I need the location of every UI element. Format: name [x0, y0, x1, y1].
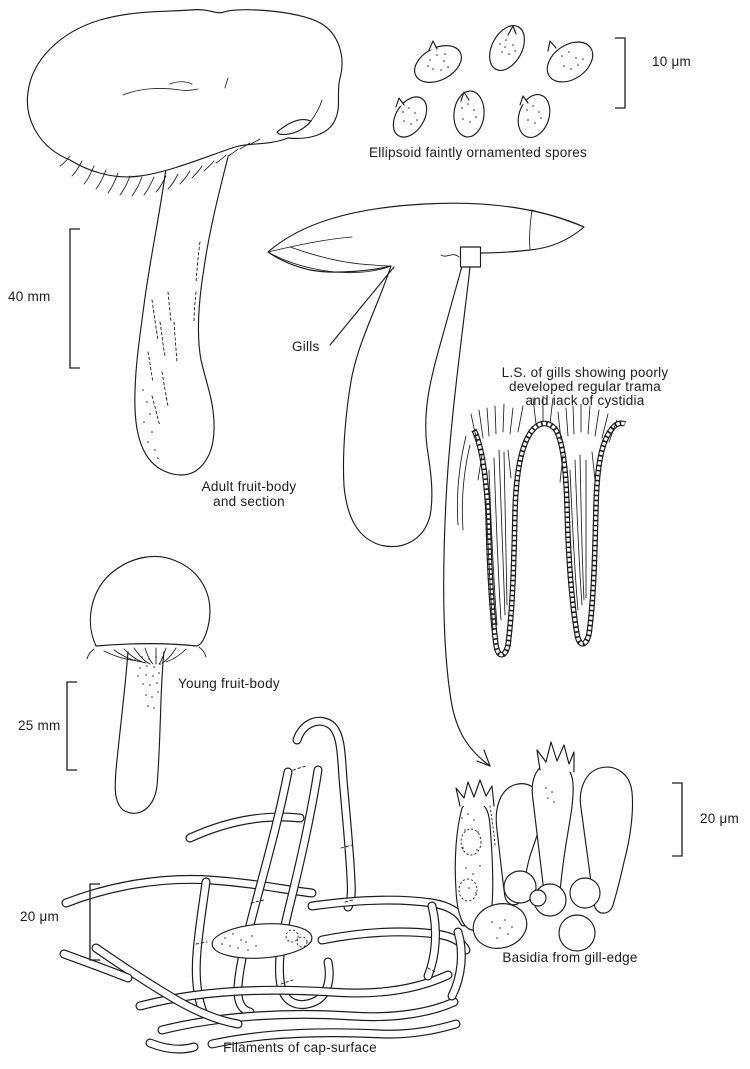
young-scale-bracket — [67, 682, 77, 770]
adult-scale-label: 40 mm — [8, 289, 51, 304]
ls-caption-line2: developed regular trama — [508, 379, 662, 394]
gills-label: Gills — [292, 339, 320, 354]
spores-drawing — [386, 20, 600, 143]
arrow-to-basidia — [444, 267, 490, 766]
young-scale-label: 25 mm — [18, 718, 61, 733]
adult-caption-line1: Adult fruit-body — [201, 479, 297, 494]
basidia-scale-label: 20 μm — [700, 811, 740, 826]
spores-scale-bracket — [615, 38, 625, 108]
sample-square-marker — [461, 247, 481, 267]
filaments-caption: Filaments of cap-surface — [223, 1040, 377, 1055]
young-caption: Young fruit-body — [178, 676, 280, 691]
basidia-caption: Basidia from gill-edge — [502, 950, 638, 965]
filaments-scale-label: 20 μm — [20, 909, 60, 924]
ls-caption-line3: and iack of cystidia — [525, 393, 645, 408]
ls-of-gills-drawing — [457, 396, 625, 655]
ls-caption-line1: L.S. of gills showing poorly — [501, 365, 669, 380]
spores-scale-label: 10 μm — [652, 54, 692, 69]
basidia-scale-bracket — [672, 783, 682, 856]
spores-caption: Ellipsoid faintly ornamented spores — [368, 145, 588, 160]
adult-caption-line2: and section — [213, 494, 285, 509]
adult-scale-bracket — [70, 229, 80, 368]
basidia-drawing — [455, 742, 632, 954]
